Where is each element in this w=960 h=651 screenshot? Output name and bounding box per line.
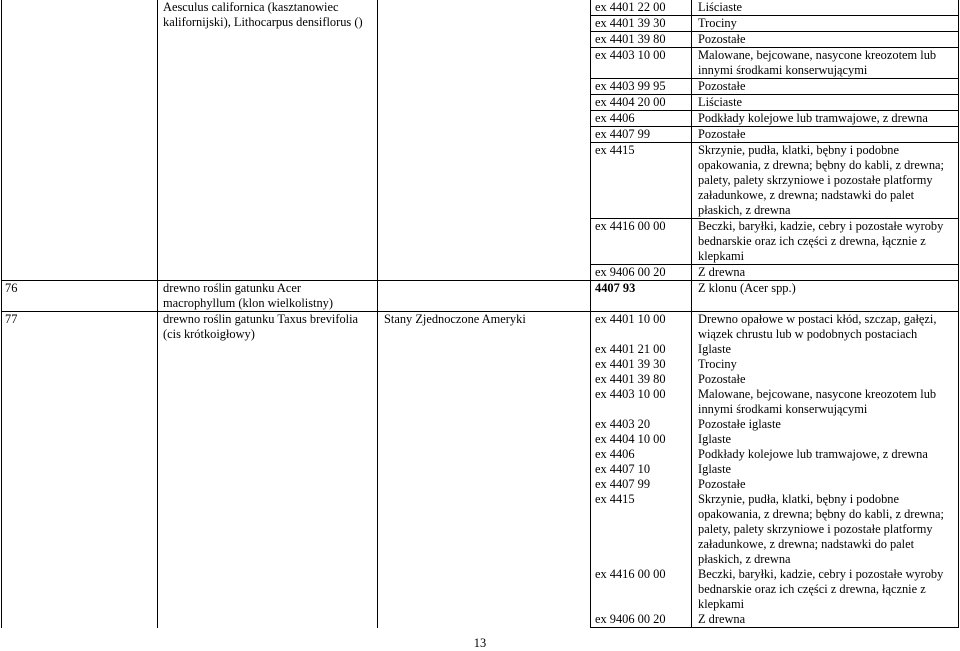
cn-code: ex 4401 22 00 bbox=[591, 0, 692, 16]
table-row bbox=[2, 312, 959, 343]
plant-name: Aesculus californica (kasztanowiec kalifornijski), Lithocarpus densiflorus () bbox=[158, 0, 378, 281]
goods-description: Z drewna bbox=[692, 612, 959, 628]
goods-description: Liściaste bbox=[692, 0, 959, 16]
goods-description: Podkłady kolejowe lub tramwajowe, z drewna bbox=[692, 447, 959, 462]
cn-code: ex 4416 00 00 bbox=[591, 567, 692, 612]
cn-code: ex 4401 21 00 bbox=[591, 342, 692, 357]
goods-description: Liściaste bbox=[692, 95, 959, 111]
origin-country bbox=[378, 281, 591, 312]
goods-description: Drewno opałowe w postaci kłód, szczap, gałęzi, wiązek chrustu lub w podobnych postaciach bbox=[692, 312, 959, 343]
regulation-table bbox=[1, 0, 959, 628]
goods-description: Skrzynie, pudła, klatki, bębny i podobne opakowania, z drewna; bębny do kabli, z drewna; palety, palety skrzyniowe i pozostałe platformy załadunkowe, z drewna; nadstawki do palet płaskich, z drewna bbox=[692, 492, 959, 567]
table-row bbox=[2, 281, 959, 312]
cn-code: ex 4403 10 00 bbox=[591, 48, 692, 79]
origin-country bbox=[378, 0, 591, 281]
cn-code: ex 4404 10 00 bbox=[591, 432, 692, 447]
cn-code: ex 4401 39 30 bbox=[591, 16, 692, 32]
cn-code: 4407 93 bbox=[591, 281, 692, 312]
table-row bbox=[2, 0, 959, 16]
cn-code: ex 4401 10 00 bbox=[591, 312, 692, 343]
cn-code: ex 4404 20 00 bbox=[591, 95, 692, 111]
page-number: 13 bbox=[473, 636, 487, 650]
goods-description: Iglaste bbox=[692, 432, 959, 447]
goods-description: Iglaste bbox=[692, 342, 959, 357]
cn-code: ex 4401 39 30 bbox=[591, 357, 692, 372]
goods-description: Podkłady kolejowe lub tramwajowe, z drewna bbox=[692, 111, 959, 127]
cn-code: ex 4416 00 00 bbox=[591, 219, 692, 265]
goods-description: Pozostałe bbox=[692, 32, 959, 48]
goods-description: Pozostałe bbox=[692, 127, 959, 143]
goods-description: Malowane, bejcowane, nasycone kreozotem lub innymi środkami konserwującymi bbox=[692, 48, 959, 79]
goods-description: Iglaste bbox=[692, 462, 959, 477]
cn-code: ex 4403 20 bbox=[591, 417, 692, 432]
origin-country: Stany Zjednoczone Ameryki bbox=[378, 312, 591, 628]
cn-code: ex 4407 99 bbox=[591, 127, 692, 143]
goods-description: Beczki, baryłki, kadzie, cebry i pozostałe wyroby bednarskie oraz ich części z drewna, łącznie z klepkami bbox=[692, 219, 959, 265]
cn-code: ex 4401 39 80 bbox=[591, 32, 692, 48]
entry-number: 77 bbox=[2, 312, 158, 628]
goods-description: Z drewna bbox=[692, 265, 959, 281]
cn-code: ex 4403 99 95 bbox=[591, 79, 692, 95]
cn-code: ex 9406 00 20 bbox=[591, 265, 692, 281]
goods-description: Pozostałe bbox=[692, 372, 959, 387]
entry-number bbox=[2, 0, 158, 281]
goods-description: Pozostałe bbox=[692, 79, 959, 95]
goods-description: Pozostałe bbox=[692, 477, 959, 492]
cn-code: ex 9406 00 20 bbox=[591, 612, 692, 628]
goods-description: Pozostałe iglaste bbox=[692, 417, 959, 432]
cn-code: ex 4415 bbox=[591, 143, 692, 219]
entry-number: 76 bbox=[2, 281, 158, 312]
cn-code: ex 4403 10 00 bbox=[591, 387, 692, 417]
goods-description: Malowane, bejcowane, nasycone kreozotem lub innymi środkami konserwującymi bbox=[692, 387, 959, 417]
goods-description: Skrzynie, pudła, klatki, bębny i podobne opakowania, z drewna; bębny do kabli, z drewna; palety, palety skrzyniowe i pozostałe platformy załadunkowe, z drewna; nadstawki do palet płaskich, z drewna bbox=[692, 143, 959, 219]
cn-code: ex 4415 bbox=[591, 492, 692, 567]
cn-code: ex 4401 39 80 bbox=[591, 372, 692, 387]
plant-name: drewno roślin gatunku Taxus brevifolia (cis krótkoigłowy) bbox=[158, 312, 378, 628]
cn-code: ex 4406 bbox=[591, 111, 692, 127]
cn-code: ex 4407 99 bbox=[591, 477, 692, 492]
goods-description: Z klonu (Acer spp.) bbox=[692, 281, 959, 312]
goods-description: Beczki, baryłki, kadzie, cebry i pozostałe wyroby bednarskie oraz ich części z drewna, łącznie z klepkami bbox=[692, 567, 959, 612]
cn-code: ex 4406 bbox=[591, 447, 692, 462]
cn-code: ex 4407 10 bbox=[591, 462, 692, 477]
goods-description: Trociny bbox=[692, 357, 959, 372]
goods-description: Trociny bbox=[692, 16, 959, 32]
plant-name: drewno roślin gatunku Acer macrophyllum (klon wielkolistny) bbox=[158, 281, 378, 312]
